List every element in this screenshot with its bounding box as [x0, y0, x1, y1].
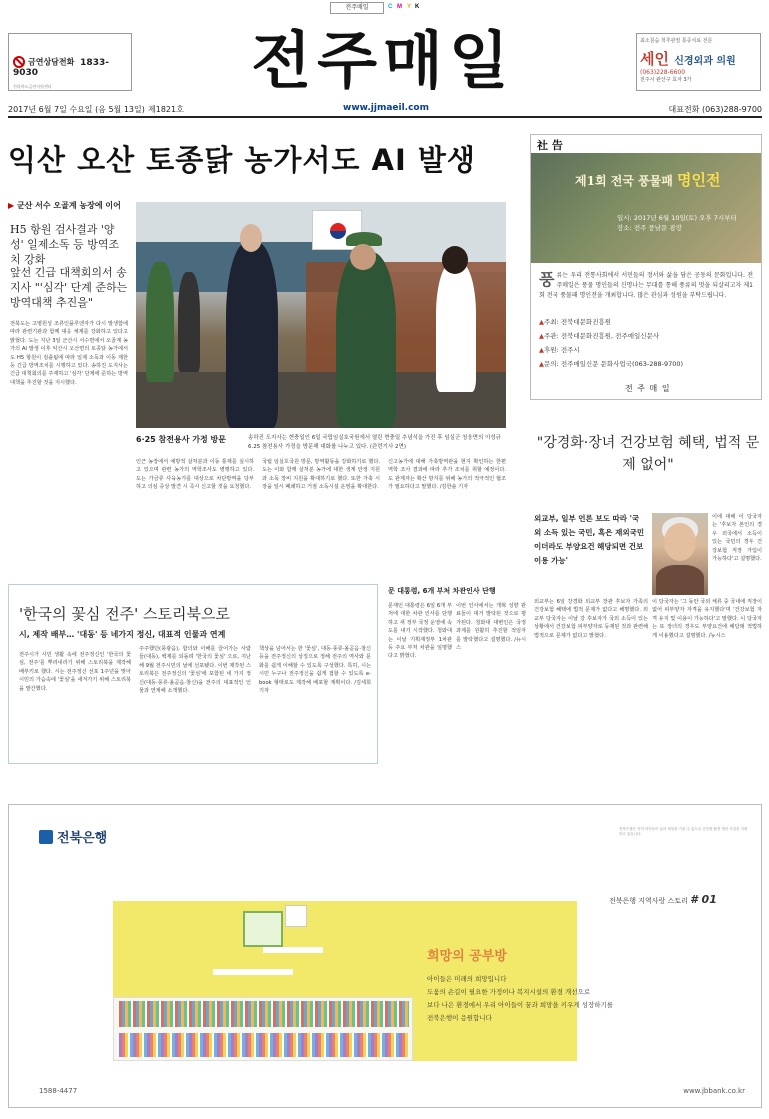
notice-body	[539, 271, 753, 301]
notice-body-text: 류는 우리 전통사회에서 서민들의 정서와 삶을 담은 공동의 문화입니다. 전주매일은 풍물 명인들의 신명나는 무대를 통해 풍류의 멋을 되살리고자 제1회 전국 풍물패 명인전을 개최합니다. 많은 관심과 성원을 부탁드립니다.	[539, 272, 753, 299]
issue-number: 제1821호	[148, 105, 184, 114]
bank-ad-title: 희망의 공부방	[427, 949, 507, 964]
subheadline-1: H5 항원 검사결과 '양성' 일제소독 등 방역조치 강화	[10, 223, 120, 266]
bank-fine-print: 전북은행은 지역 아이들이 꿈과 희망을 키울 수 있도록 공부방 환경 개선 사업을 지원하고 있습니다.	[619, 827, 748, 836]
story-body-col3: 책상을 넘어서는 한 '꽃심', 대동·풍류·올곧음·창신 등을 전주정신의 상징으로 정해 전주의 역사와 문화를 쉽게 이해할 수 있도록 구성했다. 특히, 시는 시민 누구나 전주정신을 쉽게 접할 수 있도록 e-book 형태로도 제작해 배포할 계획이다. /김세희 기자	[259, 646, 371, 695]
notice-item: ▲문의: 전주매일신문 문화사업국(063-288-9700)	[539, 360, 684, 368]
photo-caption-label: 6·25 참전용사 가정 방문	[136, 435, 226, 444]
ad-left-title: 금연상담전화	[28, 57, 75, 67]
bank-logo	[39, 827, 107, 846]
ad-left-fine: 전라북도금연지원센터	[13, 84, 52, 89]
notice-title-em: 명인전	[677, 171, 721, 189]
nosmoking-ad[interactable]	[8, 33, 132, 91]
bank-phone: 1588-4477	[39, 1087, 78, 1095]
cmyk-c: C	[388, 4, 393, 10]
notice-item: ▲주관: 전북대문화진흥원, 전주매일신문사	[539, 332, 660, 340]
ad-left-phone: 1833-9030	[13, 57, 109, 78]
hospital-ad[interactable]	[636, 33, 761, 91]
kang-side-text: 이에 대해 이 당국자는 '후보자 본인의 경우 외국에서 소득이 있는 국민의 경우 건강보험 직장 가입이 가능하다'고 설명했다.	[712, 514, 762, 563]
hospital-type: 신경외과 의원	[674, 56, 736, 67]
bank-series	[609, 893, 717, 906]
cmyk-m: M	[397, 4, 402, 10]
hospital-address: 전주시 완산구 효자 3가	[640, 77, 692, 83]
notice-date: 일시: 2017년 6월 10일(토) 오후 7시부터	[617, 214, 737, 222]
section-tag-text: 군산 서수 오골계 농장에 이어	[16, 201, 121, 210]
dateline	[8, 104, 762, 118]
news-photo	[136, 202, 506, 428]
cmyk-k: K	[415, 4, 420, 10]
no-smoking-icon	[13, 56, 25, 68]
article-body-col2: 국립 임실호국원 방문, 방역활동을 강화하기로 했다. 도는 이와 함께 살처분 농가에 대한 생계 안정 지원과 소독 장비 지원을 확대하기로 했다. 또한 가축 시장을 일시 폐쇄하고 거점 소독시설 운영을 확대한다.	[262, 459, 380, 491]
masthead: 전주매일	[251, 24, 515, 97]
bank-url-link[interactable]: www.jbbank.co.kr	[683, 1087, 745, 1095]
photo-caption: 송하진 도지사는 현충일인 6일 국립임실호국원에서 열린 현충일 추념식을 가진 후 임실군 청웅면의 이성규 6.25 참전용사 가정을 방문해 대화를 나누고 있다. (관련기사 2면)	[248, 435, 501, 450]
hospital-phone: (063)228-6600	[640, 69, 686, 76]
website-link[interactable]: www.jjmaeil.com	[343, 103, 429, 113]
cmyk-y: Y	[407, 4, 412, 10]
notice-place: 장소: 전주 풍남문 광장	[617, 224, 682, 232]
storybook-article	[8, 584, 378, 764]
personnel-body-col2: 이번 인사에서는 개혁 성향 관료들이 대거 발탁된 것으로 평가된다. 청와대 대변인은 국정과제를 원활히 추진할 적임자를 발탁했다고 설명했다. /뉴시스	[456, 603, 526, 652]
bank-name: 전북은행	[57, 831, 108, 846]
notice-item: ▲후원: 전주시	[539, 346, 580, 354]
kang-portrait	[652, 513, 708, 595]
notice-label: 社 告	[537, 139, 563, 152]
kang-body-col2: 이 당국자는 '그 동안 국외 체류 중 국내에 직장이 없어 피부양자 자격을 유지했다'며 '건강보험 자격 유지 및 이용이 가능하다'고 말했다. 이 당국자는 또 장녀의 경우도 부양요건에 해당돼 적법하게 이용했다고 설명했다. /뉴시스	[652, 599, 762, 639]
hospital-name: 세인	[640, 50, 669, 68]
bank-series-number: # 01	[690, 893, 717, 906]
bank-logo-icon	[39, 830, 53, 844]
kang-body-col1: 외교부는 6일 강경화 외교부 장관 후보자 가족의 건강보험 혜택에 법적 문제가 없다고 해명했다. 외교부 당국자는 이날 강 후보자가 국외 소득이 있는 상황에서 건강보험 피부양자로 등재된 것과 관련해 법적으로 문제가 없다고 밝혔다.	[534, 599, 648, 639]
bank-series-label: 전북은행 지역사랑 스토리	[609, 897, 688, 905]
article-body-col3: 신고농가에 대해 가축방역관을 현지 확인하는 한편 역학 조사 결과에 따라 추가 조치를 취할 예정이다. 도 관계자는 확산 방지를 위해 농가의 적극적인 협조가 필요하다고 말했다. /김한솔 기자	[388, 459, 506, 491]
kang-subheadline: 외교부, 일부 언론 보도 따라 '국외 소득 있는 국민, 혹은 재외국민이더라도 부양요건 해당되면 건보 이용 가능'	[534, 514, 645, 565]
personnel-body-col1: 문재인 대통령은 6일 6개 부처에 대한 차관 인사를 단행하고 새 정부 국정 운영에 속도를 내기 시작했다. 청와대는 이날 기획재정부 1차관 등 주요 부처 차관을 임명했다고 밝혔다.	[388, 603, 452, 660]
personnel-headline: 문 대통령, 6개 부처 차관인사 단행	[388, 587, 496, 595]
notice-title: 제1회 전국 풍물패	[575, 174, 673, 188]
article-body-left: 전북도는 고병원성 조류인플루엔자가 다시 발생함에 따라 관련기관과 함께 대응 체계를 강화하고 있다고 밝혔다. 도는 지난 3일 군산시 서수면에서 오골계 농가의 AI 발생 이후 익산시 오산면의 토종닭 농가에서도 H5 항원이 검출됨에 따라 일제 소독과 이동 제한 등 긴급 방역조치를 시행하고 있다. 송하진 도지사는 긴급 대책회의를 주재하고 '심각' 단계에 준하는 방역대책을 추진할 것을 지시했다.	[10, 321, 128, 386]
notice-signature: 전 주 매 일	[625, 384, 671, 393]
bank-ad-copy: 아이들은 미래의 희망입니다 도움의 손길이 필요한 가정이나 복지시설의 환경 개선으로 보다 나은 환경에서 우리 아이들이 꿈과 희망을 키우게 성장하기를 전북은행이 응원합니다	[427, 975, 614, 1022]
notice-list	[539, 315, 683, 371]
story-subheadline: 시, 제작 배부… '대동' 등 네가지 정신, 대표적 인물과 연계	[19, 630, 226, 639]
notice-item: ▲주최: 전북대문화진흥원	[539, 318, 612, 326]
subheadline-2: 앞선 긴급 대책회의서 송 지사 "'심각' 단계 준하는 방역대책 추진을"	[10, 266, 128, 309]
issue-date: 2017년 6월 7일 수요일 (음 5월 13일)	[8, 105, 145, 114]
section-tag: ▶ 군산 서수 오골계 농장에 이어	[8, 201, 121, 210]
main-phone: 대표전화 (063)288-9700	[668, 105, 762, 114]
story-body-col1: 전주시가 시민 생활 속에 전주정신인 '한국의 꽃심, 전주'를 뿌리내리기 위해 스토리북을 제작해 배부키로 했다. 시는 전주정신 선포 1주년을 맞아 시민의 가슴속에 '꽃심'을 새겨가기 위해 스토리북을 발간했다.	[19, 652, 131, 692]
company-notice[interactable]	[530, 134, 762, 400]
kang-headline: "강경화·장녀 건강보험 혜택, 법적 문제 없어"	[536, 435, 760, 473]
story-body-col2: 주주했던(풍광음), 합의와 이해를 끌어가는 사람들(대동), 백제를 되돌려 '한국의 꽃심' 으로, 지난해 9월 전주시민의 날에 선포됐다. 이번 제작된 스토리북은 전주정신의 '꽃심'에 포함된 네 가지 정신(대동·풍류·올곧음·창신)을 전주의 대표적인 인물과 연계해 소개했다.	[139, 646, 251, 695]
ad-right-tagline: 최소침습 척추관절 통증치료 전문	[640, 38, 713, 44]
notice-banner	[531, 153, 761, 263]
notice-dropcap: 풍	[539, 270, 555, 289]
article-body-col1: 인근 농장에서 예방적 살처분과 이동 통제를 실시하고 있으며 관련 농가의 역학조사도 병행하고 있다. 도는 가금류 사육농가를 대상으로 차단방역을 당부하고 의심 증상 발견 시 즉시 신고할 것을 요청했다.	[136, 459, 254, 491]
main-headline: 익산 오산 토종닭 농가서도 AI 발생	[8, 143, 476, 177]
story-headline: '한국의 꽃심 전주' 스토리북으로	[19, 605, 230, 623]
bank-advertisement[interactable]	[8, 804, 762, 1108]
edition-label: 전주매일	[330, 2, 384, 14]
